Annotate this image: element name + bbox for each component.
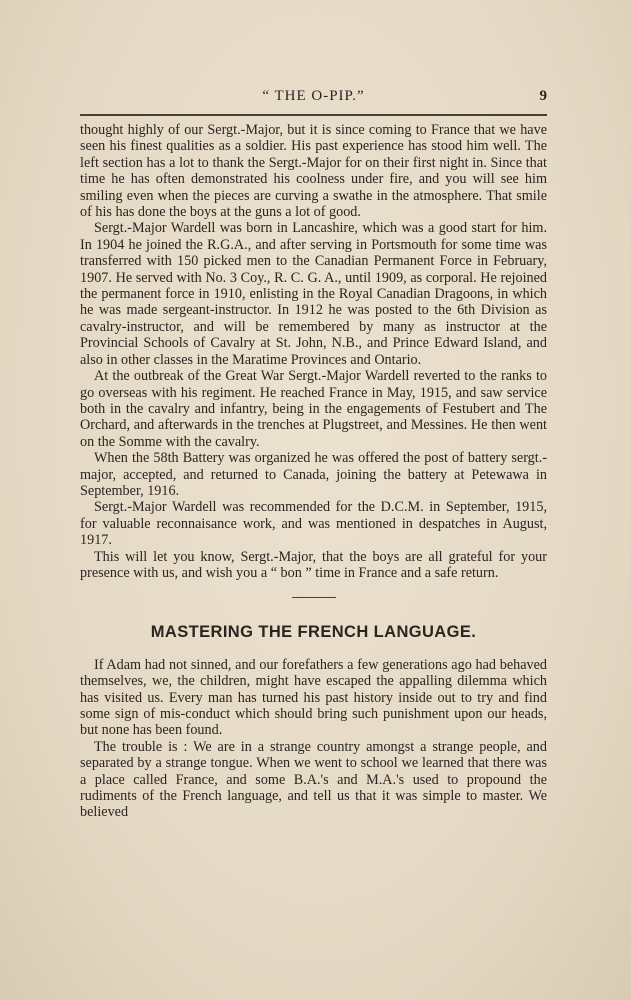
paragraph: The trouble is : We are in a strange country amongst a strange people, and separated by a strange tongue. When we went to school we learned that there was a place called France, and some B.A.'s and M.A.'s used to propound the rudiments of the French language, and tell us that it was simple to master. We believed <box>80 738 547 821</box>
paragraph: thought highly of our Sergt.-Major, but it is since coming to France that we have seen his finest qualities as a soldier. His past experience has stood him well. The left section has a lot to thank the Sergt.-Major for on their first night in. Since that time he has often demonstrated his coolness under fire, and you will see him smiling even when the pieces are curving a swathe in the atmosphere. That smile of his has done the boys at the guns a lot of good. <box>80 122 547 221</box>
paragraph: If Adam had not sinned, and our forefathers a few generations ago had behaved themselves, we, the children, might have escaped the appalling dilemma which has visited us. Every man has turned his past history inside out to try and find some sign of mis-conduct which should bring such punishment upon our heads, but none has been found. <box>80 656 547 739</box>
header-rule <box>80 114 547 116</box>
paragraph: This will let you know, Sergt.-Major, that the boys are all grateful for your presence with us, and wish you a “ bon ” time in France and a safe return. <box>80 548 547 581</box>
paragraph: Sergt.-Major Wardell was born in Lancashire, which was a good start for him. In 1904 he joined the R.G.A., and after serving in Portsmouth for some time was transferred with 150 picked men to the Canadian Permanent Force in February, 1907. He served with No. 3 Coy., R. C. G. A., until 1909, as corporal. He rejoined the permanent force in 1910, enlisting in the Royal Canadian Dragoons, in which he was made sergeant-instructor. In 1912 he was posted to the 6th Division as cavalry-instructor, and will be remembered by many as instructor at the Provincial Schools of Cavalry at St. John, N.B., and Prince Edward Island, and also in other classes in the Maratime Provinces and Ontario. <box>80 220 547 368</box>
section-heading: MASTERING THE FRENCH LANGUAGE. <box>150 623 477 642</box>
page-number: 9 <box>539 88 547 104</box>
paragraph: When the 58th Battery was organized he was offered the post of battery sergt.-major, accepted, and returned to Canada, joining the battery at Petewawa in September, 1916. <box>80 450 547 499</box>
paragraph: Sergt.-Major Wardell was recommended for the D.C.M. in September, 1915, for valuable reconnaisance work, and was mentioned in despatches in August, 1917. <box>80 499 547 549</box>
running-title: “ THE O-PIP.” <box>262 88 365 104</box>
page-body <box>80 122 547 821</box>
section-divider <box>292 597 336 598</box>
paragraph: At the outbreak of the Great War Sergt.-Major Wardell reverted to the ranks to go overseas with his regiment. He reached France in May, 1915, and saw service both in the cavalry and infantry, being in the engagements of Festubert and The Orchard, and afterwards in the trenches at Plugstreet, and Messines. He then went on the Somme with the cavalry. <box>80 368 547 450</box>
page-header <box>80 88 547 112</box>
